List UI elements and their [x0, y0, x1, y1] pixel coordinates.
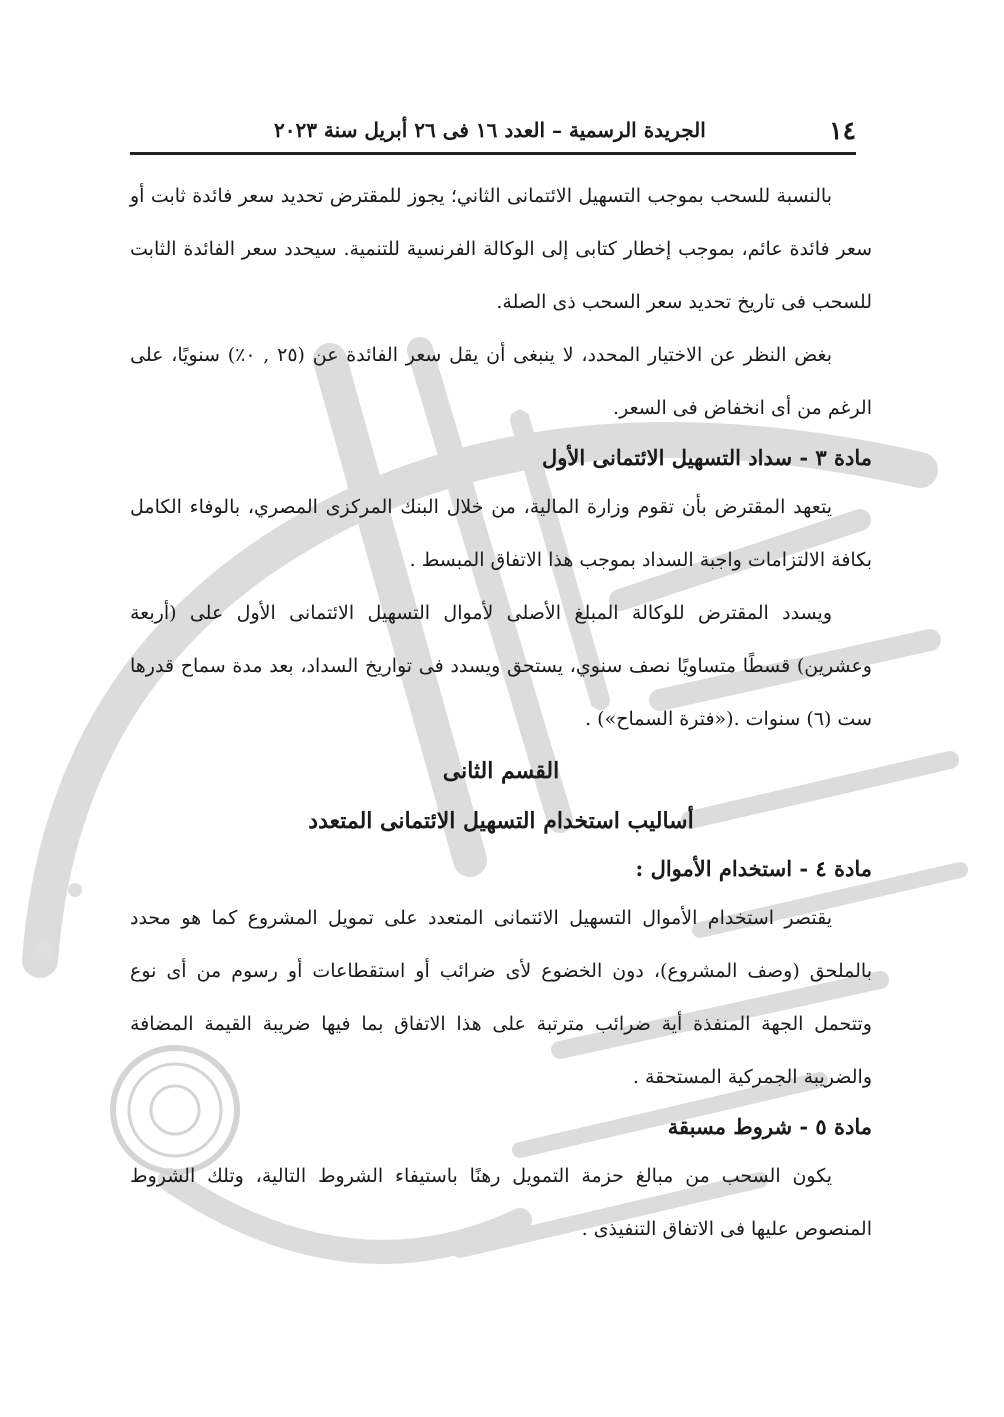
section-2-title: القسم الثانى: [442, 758, 560, 784]
page-number: ١٤: [829, 116, 856, 145]
article-3-heading: مادة ٣ - سداد التسهيل الائتمانى الأول: [542, 445, 872, 470]
document-body: [130, 170, 872, 1256]
paragraph-use-of-funds: يقتصر استخدام الأموال التسهيل الائتمانى المتعدد على تمويل المشروع كما هو محدد بالملحق (وصف المشروع)، دون الخضوع لأى ضرائب أو استقطاعات أو رسوم من أى نوع وتتحمل الجهة المنفذة أية ضرائب مترتبة على هذا الاتفاق بما فيها ضريبة القيمة المضافة والضريبة الجمركية المستحقة .: [130, 907, 872, 1088]
paragraph-interest-rate: بالنسبة للسحب بموجب التسهيل الائتمانى الثاني؛ يجوز للمقترض تحديد سعر فائدة ثابت أو سعر فائدة عائم، بموجب إخطار كتابى إلى الوكالة الفرنسية للتنمية. سيحدد سعر الفائدة الثابت للسحب فى تاريخ تحديد سعر السحب ذى الصلة.: [130, 185, 872, 313]
paragraph-preconditions: يكون السحب من مبالغ حزمة التمويل رهنًا باستيفاء الشروط التالية، وتلك الشروط المنصوص عليها فى الاتفاق التنفيذى .: [130, 1165, 872, 1240]
article-4-heading: مادة ٤ - استخدام الأموال :: [635, 856, 872, 881]
paragraph-repayment: ويسدد المقترض للوكالة المبلغ الأصلى لأموال التسهيل الائتمانى الأول على (أربعة وعشرين) قسطًا متساويًا نصف سنوي، يستحق ويسدد فى تواريخ السداد، بعد مدة سماح قدرها ست (٦) سنوات .(«فترة السماح») .: [130, 602, 872, 730]
page-header: [130, 112, 856, 155]
paragraph-borrower-undertaking: يتعهد المقترض بأن تقوم وزارة المالية، من خلال البنك المركزى المصري، بالوفاء الكامل بكافة الالتزامات واجبة السداد بموجب هذا الاتفاق المبسط .: [130, 496, 872, 571]
paragraph-minimum-rate: بغض النظر عن الاختيار المحدد، لا ينبغى أن يقل سعر الفائدة عن (٢٥ , ٠٪) سنويًا، على الرغم من أى انخفاض فى السعر.: [130, 344, 872, 419]
section-2-subtitle: أساليب استخدام التسهيل الائتمانى المتعدد: [308, 808, 694, 834]
article-5-heading: مادة ٥ - شروط مسبقة: [667, 1114, 872, 1139]
running-title: الجريدة الرسمية – العدد ١٦ فى ٢٦ أبريل سنة ٢٠٢٣: [274, 118, 706, 142]
